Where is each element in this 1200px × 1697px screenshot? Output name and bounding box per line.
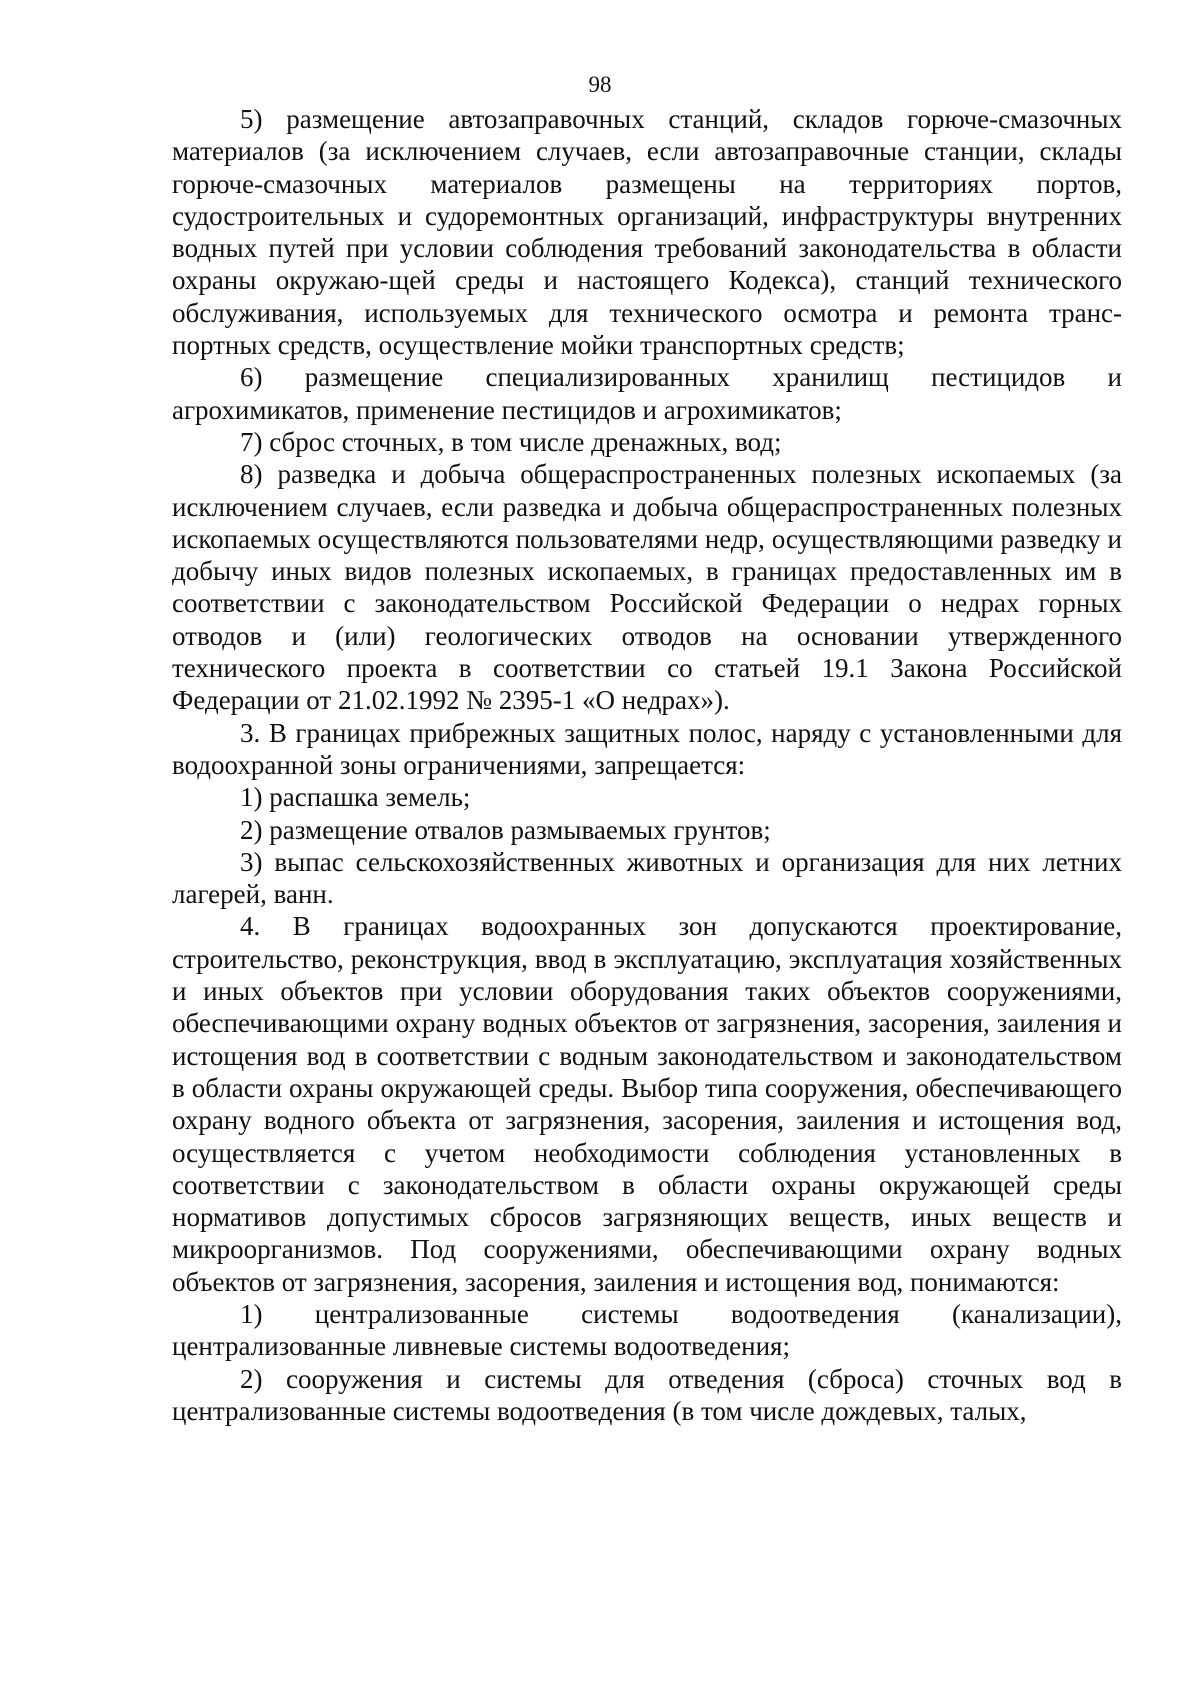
paragraph-item-6-pesticides: 6) размещение специализированных хранилищ пестицидов и агрохимикатов, применение пестицидов и агрохимикатов; xyxy=(172,362,1122,425)
paragraph-item-7-wastewater: 7) сброс сточных, в том числе дренажных, вод; xyxy=(240,426,782,457)
paragraph-section-3-item-2: 2) размещение отвалов размываемых грунтов; xyxy=(240,814,771,845)
page-number: 98 xyxy=(588,72,612,97)
paragraph-section-3-item-3: 3) выпас сельскохозяйственных животных и организация для них летних лагерей, ванн. xyxy=(172,846,1122,910)
paragraph-section-3: 3. В границах прибрежных защитных полос, наряду с установленными для водоохранной зоны ограничениями, запрещается: xyxy=(172,717,1122,780)
paragraph-section-4-item-1: 1) централизованные системы водоотведения (канализации), централизованные ливневые системы водоотведения; xyxy=(172,1298,1122,1362)
paragraph-section-4: 4. В границах водоохранных зон допускаются проектирование, строительство, реконструкция, ввод в эксплуатацию, эксплуатация хозяйственных и иных объектов при условии оборудования таких объектов сооружениями, обеспечивающими охрану водных объектов от загрязнения, засорения, заиления и истощения вод в соответствии с водным законодательством и законодательством в области охраны окружающей среды. Выбор типа сооружения, обеспечивающего охрану водного объекта от загрязнения, засорения, заиления и истощения вод, осуществляется с учетом необходимости соблюдения установленных в соответствии с законодательством в области охраны окружающей среды нормативов допустимых сбросов загрязняющих веществ, иных веществ и микроорганизмов. Под сооружениями, обеспечивающими охрану водных объектов от загрязнения, засорения, заиления и истощения вод, понимаются: xyxy=(172,911,1122,1297)
document-body xyxy=(172,103,1122,1427)
paragraph-section-4-item-2: 2) сооружения и системы для отведения (сброса) сточных вод в централизованные системы водоотведения (в том числе дождевых, талых, xyxy=(172,1363,1122,1426)
paragraph-section-3-item-1: 1) распашка земель; xyxy=(240,782,471,813)
paragraph-item-8-mining: 8) разведка и добыча общераспространенных полезных ископаемых (за исключением случаев, если разведка и добыча общераспространенных полезных ископаемых осуществляются пользователями недр, осуществляющими разведку и добычу иных видов полезных ископаемых, в границах предоставленных им в соответствии с законодательством Российской Федерации о недрах горных отводов и (или) геологических отводов на основании утвержденного технического проекта в соответствии со статьей 19.1 Закона Российской Федерации от 21.02.1992 № 2395-1 «О недрах»). xyxy=(172,459,1122,716)
paragraph-item-5-fuel-stations: 5) размещение автозаправочных станций, складов горюче-смазочных материалов (за исключением случаев, если автозаправочные станции, склады горюче-смазочных материалов размещены на территориях портов, судостроительных и судоремонтных организаций, инфраструктуры внутренних водных путей при условии соблюдения требований законодательства в области охраны окружаю-щей среды и настоящего Кодекса), станций технического обслуживания, используемых для технического осмотра и ремонта транс-портных средств, осуществление мойки транспортных средств; xyxy=(172,104,1122,361)
